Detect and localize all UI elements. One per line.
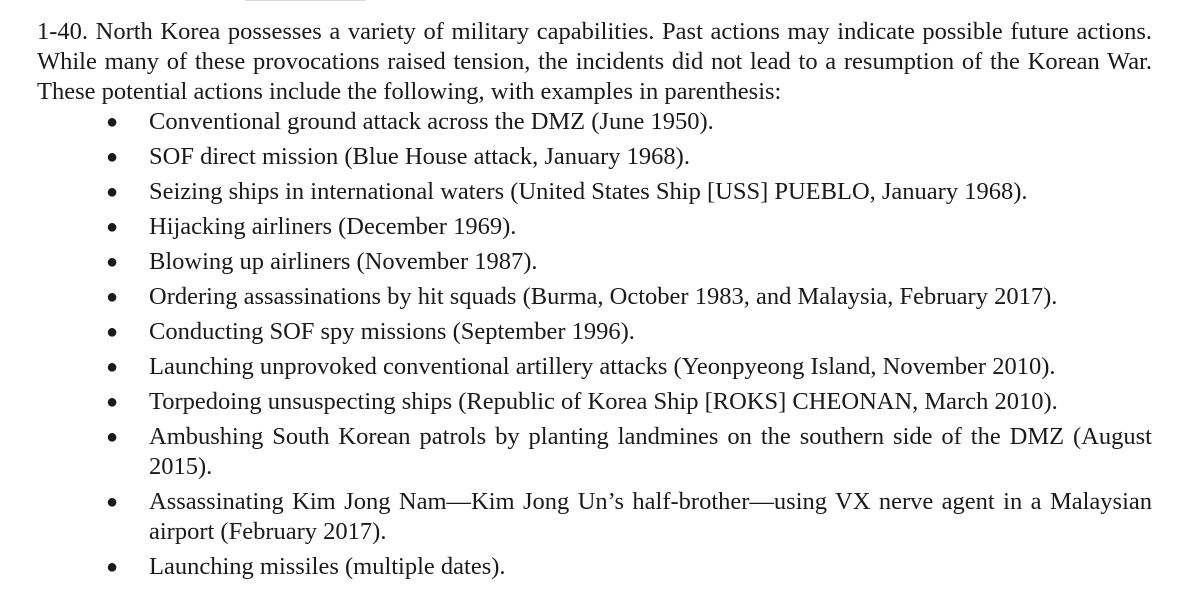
- list-item: [37, 212, 1152, 242]
- bullet-icon: ●: [106, 491, 119, 513]
- list-item: [37, 317, 1152, 347]
- bullet-text: SOF direct mission (Blue House attack, January 1968).: [149, 143, 690, 170]
- bullet-icon: ●: [106, 556, 119, 578]
- bullet-text: Assassinating Kim Jong Nam—Kim Jong Un’s half-brother—using VX nerve agent in a Malaysian airport (February 2017).: [149, 488, 1152, 545]
- bullet-text: Launching missiles (multiple dates).: [149, 553, 506, 580]
- bullet-text: Conducting SOF spy missions (September 1996).: [149, 318, 635, 345]
- bullet-icon: ●: [106, 426, 119, 448]
- bullet-text: Hijacking airliners (December 1969).: [149, 213, 517, 240]
- bullet-icon: ●: [106, 181, 119, 203]
- bullet-text: Launching unprovoked conventional artillery attacks (Yeonpyeong Island, November 2010).: [149, 353, 1056, 380]
- bullet-text: Seizing ships in international waters (United States Ship [USS] PUEBLO, January 1968).: [149, 178, 1028, 205]
- list-item: [37, 142, 1152, 172]
- list-item: [37, 487, 1152, 547]
- bullet-text: Torpedoing unsuspecting ships (Republic of Korea Ship [ROKS] CHEONAN, March 2010).: [149, 388, 1058, 415]
- list-item: [37, 282, 1152, 312]
- bullet-icon: ●: [106, 286, 119, 308]
- paragraph-1-40: 1-40. North Korea possesses a variety of military capabilities. Past actions may indicate possible future actions. While many of these provocations raised tension, the incidents did not lead to a resumption of the Korean War. These potential actions include the following, with examples in parenthesis:: [37, 18, 1152, 105]
- previous-page-edge: [0, 0, 1200, 4]
- list-item: [37, 422, 1152, 482]
- bullet-icon: ●: [106, 251, 119, 273]
- bullet-icon: ●: [106, 321, 119, 343]
- bullet-icon: ●: [106, 111, 119, 133]
- list-item: [37, 352, 1152, 382]
- list-item: [37, 247, 1152, 277]
- bullet-icon: ●: [106, 356, 119, 378]
- bullet-text: Conventional ground attack across the DMZ (June 1950).: [149, 108, 714, 135]
- document-body: [37, 17, 1152, 587]
- bullet-icon: ●: [106, 216, 119, 238]
- bullet-text: Ordering assassinations by hit squads (Burma, October 1983, and Malaysia, February 2017).: [149, 283, 1058, 310]
- bullet-text: Blowing up airliners (November 1987).: [149, 248, 538, 275]
- list-item: [37, 177, 1152, 207]
- list-item: [37, 107, 1152, 137]
- list-item: [37, 387, 1152, 417]
- bullet-list: [37, 107, 1152, 582]
- bullet-icon: ●: [106, 146, 119, 168]
- bullet-icon: ●: [106, 391, 119, 413]
- bullet-text: Ambushing South Korean patrols by planting landmines on the southern side of the DMZ (August 2015).: [149, 423, 1152, 480]
- list-item: [37, 552, 1152, 582]
- header-rule: [245, 0, 365, 1]
